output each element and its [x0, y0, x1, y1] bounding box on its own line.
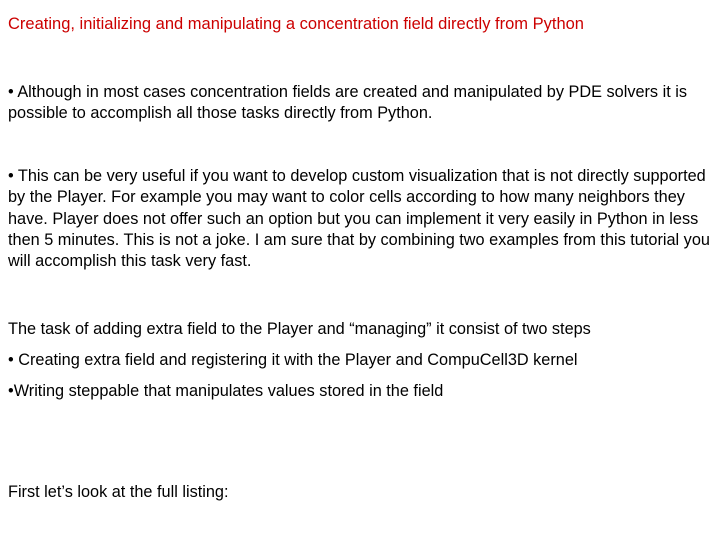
paragraph-listing-intro: First let’s look at the full listing: — [8, 483, 229, 501]
step-write-steppable: •Writing steppable that manipulates values stored in the field — [8, 382, 444, 400]
paragraph-task: The task of adding extra field to the Player and “managing” it consist of two steps — [8, 320, 591, 338]
paragraph-intro: • Although in most cases concentration fields are created and manipulated by PDE solvers it is possible to accomplish all those tasks directly from Python. — [8, 83, 688, 123]
paragraph-usefulness: • This can be very useful if you want to develop custom visualization that is not directly supported by the Player. For example you may want to color cells according to how many neighbors they have. Player does not offer such an option but you can implement it very easily in Python in less then 5 minutes. This is not a joke. I am sure that by combining two examples from this tutorial you will accomplish this task very fast. — [8, 167, 710, 271]
step-create-field: • Creating extra field and registering it with the Player and CompuCell3D kernel — [8, 351, 578, 369]
slide-title: Creating, initializing and manipulating a concentration field directly from Python — [8, 15, 584, 33]
